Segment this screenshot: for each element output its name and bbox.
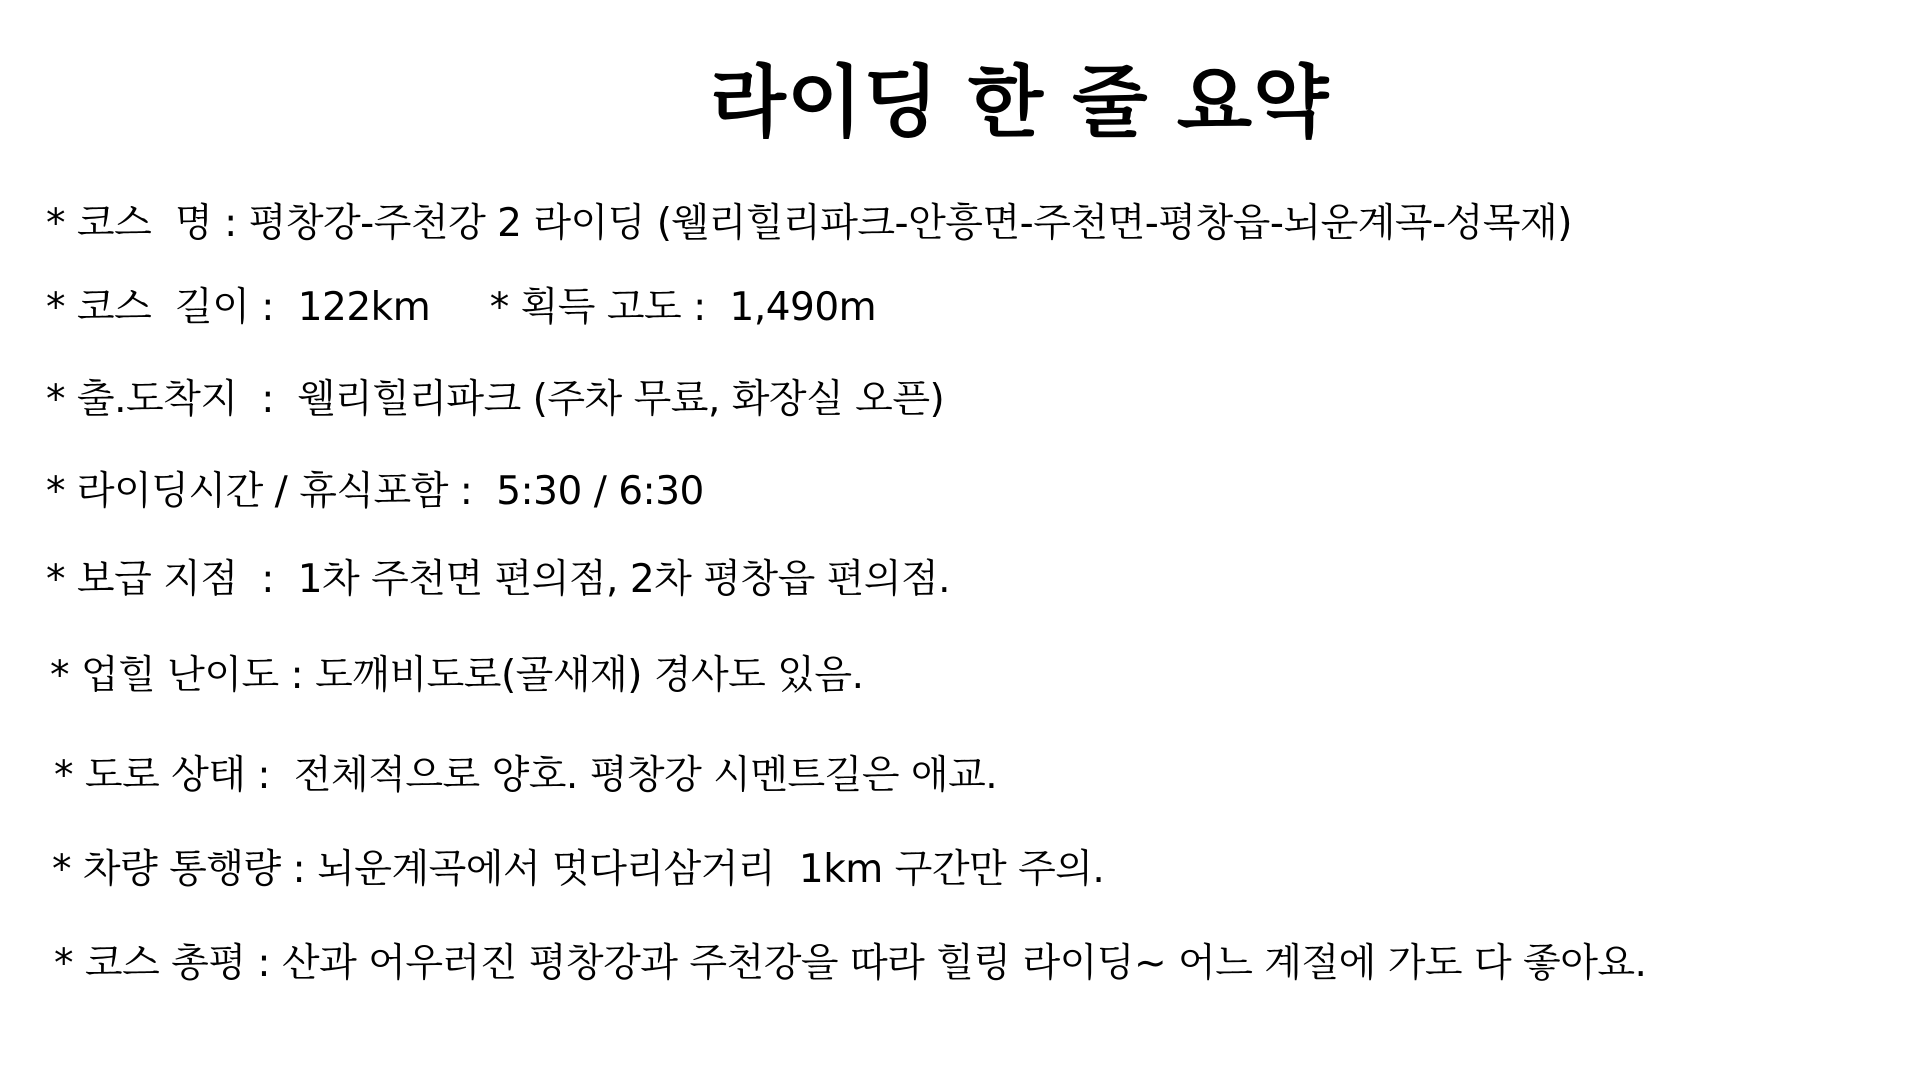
summary-line-riding-time: * 라이딩시간 / 휴식포함 : 5:30 / 6:30 <box>46 469 704 514</box>
summary-line-road-condition: * 도로 상태 : 전체적으로 양호. 평창강 시멘트길은 애교. <box>54 753 998 798</box>
summary-line-traffic: * 차량 통행량 : 뇌운계곡에서 멋다리삼거리 1km 구간만 주의. <box>52 847 1105 892</box>
summary-line-hill-difficulty: * 업힐 난이도 : 도깨비도로(골새재) 경사도 있음. <box>50 653 864 698</box>
summary-line-distance-elevation: * 코스 길이 : 122km * 획득 고도 : 1,490m <box>46 285 877 330</box>
summary-line-course-name: * 코스 명 : 평창강-주천강 2 라이딩 (웰리힐리파크-안흥면-주천면-평창읍-뇌운계곡-성목재) <box>46 201 1572 246</box>
page-title: 라이딩 한 줄 요약 <box>710 58 1330 148</box>
summary-line-start-finish: * 출.도착지 : 웰리힐리파크 (주차 무료, 화장실 오픈) <box>46 377 945 422</box>
summary-line-supply-points: * 보급 지점 : 1차 주천면 편의점, 2차 평창읍 편의점. <box>46 557 951 602</box>
summary-line-course-review: * 코스 총평 : 산과 어우러진 평창강과 주천강을 따라 힐링 라이딩~ 어느 계절에 가도 다 좋아요. <box>54 941 1647 986</box>
